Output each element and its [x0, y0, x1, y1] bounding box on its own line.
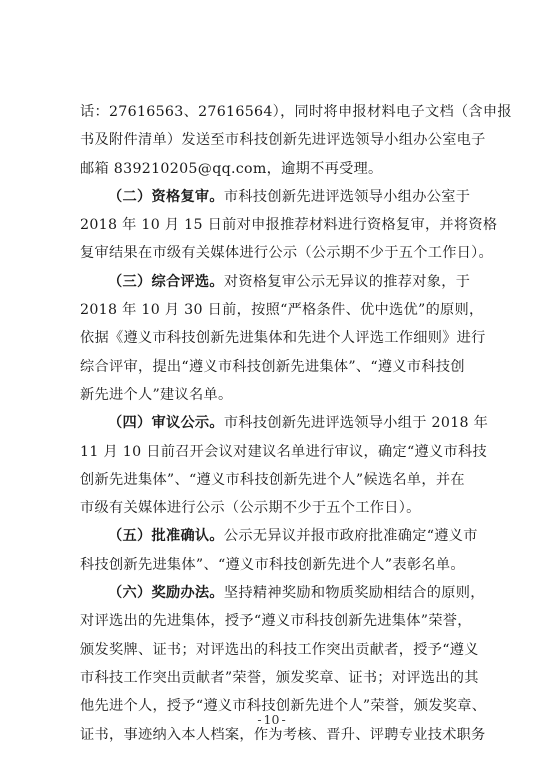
text-line: 邮箱 839210205@qq.com，逾期不再受理。: [80, 160, 383, 177]
paragraph-qualification-review: [80, 183, 498, 268]
text-line: [80, 409, 489, 437]
paragraph-comprehensive-selection: [80, 268, 486, 409]
section-heading: （三）综合评选。: [108, 273, 224, 290]
text-fragment: 市科技创新先进评选领导小组于 2018 年: [223, 415, 489, 432]
text-line: 他先进个人，授予“遵义市科技创新先进个人”荣誉，颁发奖章、: [80, 698, 487, 715]
text-line: 话：27616563、27616564），同时将申报材料电子文档（含申报: [80, 104, 512, 120]
text-line: 书及附件清单）发送至市科技创新先进评选领导小组办公室电子: [80, 132, 486, 149]
text-line: 复审结果在市级有关媒体进行公示（公示期不少于五个工作日）。: [80, 245, 494, 262]
text-line: 证书，事迹纳入本人档案，作为考核、晋升、评聘专业技术职务: [80, 726, 486, 743]
text-line: [80, 268, 471, 296]
text-line: 对评选出的先进集体，授予“遵义市科技创新先进集体”荣誉，: [80, 613, 472, 630]
text-line: 新先进个人”建议名单。: [80, 386, 233, 403]
text-line: 创新先进集体”、“遵义市科技创新先进个人”候选名单，并在: [80, 471, 465, 488]
page-number-dash: -: [281, 712, 286, 727]
text-line: [80, 522, 478, 550]
page-number: [0, 712, 543, 727]
paragraph-submission-contact: [80, 98, 512, 183]
text-line: 2018 年 10 月 15 日前对申报推荐材料进行资格复审，并将资格: [80, 217, 498, 234]
text-line: 市级有关媒体进行公示（公示期不少于五个工作日）。: [80, 500, 421, 517]
text-line: [80, 183, 471, 211]
paragraph-approval: [80, 522, 478, 579]
section-heading: （六）奖励办法。: [108, 585, 224, 602]
text-line: [80, 579, 485, 607]
text-line: 综合评审，提出“遵义市科技创新先进集体”、“遵义市科技创: [80, 358, 465, 375]
text-line: 依据《遵义市科技创新先进集体和先进个人评选工作细则》进行: [80, 330, 486, 347]
page-number-value: 10: [263, 712, 280, 727]
paragraph-review-publicity: [80, 409, 489, 522]
text-fragment: 公示无异议并报市政府批准确定“遵义市: [223, 528, 478, 545]
text-fragment: 对资格复审公示无异议的推荐对象，于: [223, 273, 471, 290]
document-body: [80, 98, 512, 749]
text-line: 科技创新先进集体”、“遵义市科技创新先进个人”表彰名单。: [80, 556, 465, 573]
section-heading: （五）批准确认。: [108, 528, 224, 545]
text-line: 11 月 10 日前召开会议对建议名单进行审议，确定“遵义市科技: [80, 443, 487, 460]
section-heading: （二）资格复审。: [108, 188, 224, 205]
text-fragment: 市科技创新先进评选领导小组办公室于: [223, 188, 471, 205]
page-number-dash: -: [257, 712, 262, 727]
text-line: 2018 年 10 月 30 日前，按照“严格条件、优中选优”的原则，: [80, 302, 484, 319]
text-fragment: 坚持精神奖励和物质奖励相结合的原则，: [223, 585, 485, 602]
section-heading: （四）审议公示。: [108, 415, 224, 432]
text-line: 颁发奖牌、证书；对评选出的科技工作突出贡献者，授予“遵义: [80, 641, 479, 658]
text-line: 市科技工作突出贡献者”荣誉，颁发奖章、证书；对评选出的其: [80, 669, 479, 686]
